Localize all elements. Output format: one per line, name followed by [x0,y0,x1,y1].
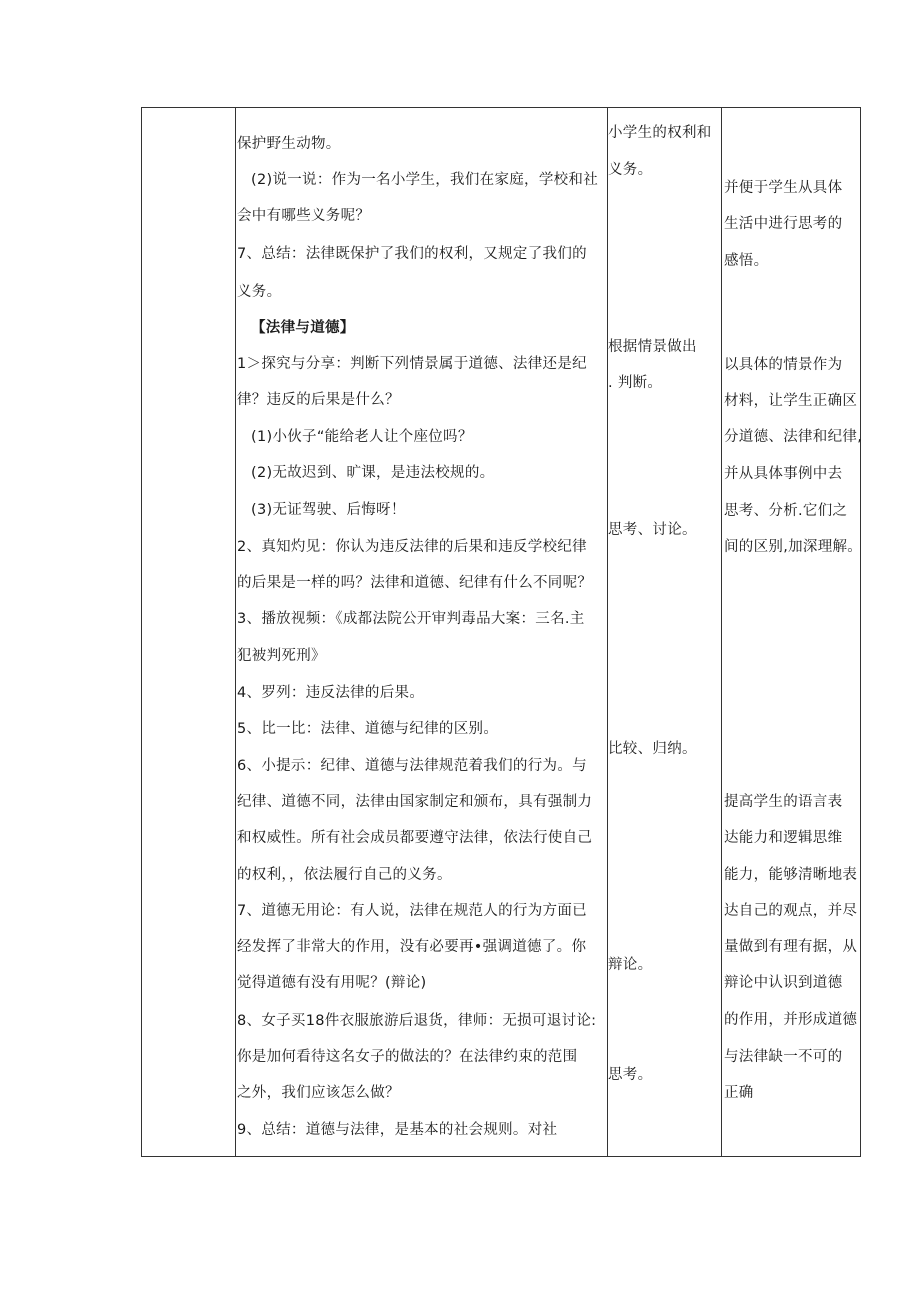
intent-line: 思考、分析.它们之 [724,503,848,519]
activity-line: 比较、归纳。 [608,741,697,757]
content-line: 3、播放视频：《成都法院公开审判毒品大案：三名.主 [237,611,585,627]
intent-line: 分道德、法律和纪律, [724,429,863,445]
content-line: 犯被判死刑》 [237,648,326,664]
intent-line: 并便于学生从具体 [724,180,843,196]
content-line: 之外，我们应该怎么做？ [237,1085,400,1101]
content-line: 4、罗列：违反法律的后果。 [237,685,425,701]
intent-line: 间的区别,加深理解。 [724,539,863,555]
column-divider-3 [721,108,722,1156]
content-line: 1＞探究与分享：判断下列情景属于道德、法律还是纪 [237,356,587,372]
content-line: (2)说一说：作为一名小学生，我们在家庭，学校和社 [251,172,599,188]
activity-line: 辩论。 [608,957,653,973]
content-line: 纪律、道德不同，法律由国家制定和颁布，具有强制力 [237,794,593,810]
intent-line: 达自己的观点，并尽 [724,903,858,919]
content-line: 和权威性。所有社会成员都要遵守法律，依法行使自己 [237,830,593,846]
content-line: 5、比一比：法律、道德与纪律的区别。 [237,721,499,737]
content-line: 7、总结：法律既保护了我们的权利，又规定了我们的 [237,246,587,262]
content-line: 义务。 [237,284,282,300]
intent-line: 达能力和逻辑思维 [724,830,843,846]
content-line: 的后果是一样的吗？法律和道德、纪律有什么不同呢？ [237,575,593,591]
intent-line: 以具体的情景作为 [724,357,843,373]
intent-line: 材料，让学生正确区 [724,393,858,409]
column-divider-1 [235,108,236,1156]
content-line: 的权利，，依法履行自己的义务。 [237,867,452,883]
activity-line: 义务。 [608,162,653,178]
column-divider-2 [607,108,608,1156]
intent-line: 正确 [724,1085,754,1101]
section-heading: 【法律与道德】 [251,320,355,336]
intent-line: 与法律缺一不可的 [724,1049,843,1065]
intent-line: 辩论中认识到道德 [724,975,843,991]
content-line: (3)无证驾驶、后悔呀！ [251,502,406,518]
intent-line: 并从具体事例中去 [724,466,843,482]
content-line: (2)无故迟到、旷课，是违法校规的。 [251,465,495,481]
content-line: 2、真知灼见：你认为违反法律的后果和违反学校纪律 [237,539,587,555]
content-line: 会中有哪些义务呢？ [237,208,371,224]
content-line: 保护野生动物。 [237,136,341,152]
content-line: 8、女子买18件衣服旅游后退货，律师：无损可退讨论: [237,1013,597,1029]
intent-line: 量做到有理有据，从 [724,939,858,955]
intent-line: 提高学生的语言表 [724,794,843,810]
content-line: 你是加何看待这名女子的做法的？在法律约束的范围 [237,1049,578,1065]
intent-line: 生活中进行思考的 [724,216,843,232]
activity-line: 思考、讨论。 [608,522,697,538]
content-line: 6、小提示：纪律、道德与法律规范着我们的行为。与 [237,758,587,774]
content-line: 律？违反的后果是什么？ [237,392,400,408]
intent-line: 能力，能够清晰地表 [724,867,858,883]
activity-line: 根据情景做出 [608,339,697,355]
content-line: 经发挥了非常大的作用，没有必要再•强调道德了。你 [237,939,587,955]
activity-line: 思考。 [608,1067,653,1083]
content-line: 7、道德无用论：有人说，法律在规范人的行为方面已 [237,903,587,919]
intent-line: 感悟。 [724,253,769,269]
activity-line: . 判断。 [608,375,663,391]
intent-line: 的作用，并形成道德 [724,1012,858,1028]
activity-line: 小学生的权利和 [608,125,712,141]
content-line: (1)小伙子“能给老人让个座位吗？ [251,429,473,445]
content-line: 觉得道德有没有用呢？(辩论) [237,975,427,991]
content-line: 9、总结：道德与法律，是基本的社会规则。对社 [237,1122,558,1138]
